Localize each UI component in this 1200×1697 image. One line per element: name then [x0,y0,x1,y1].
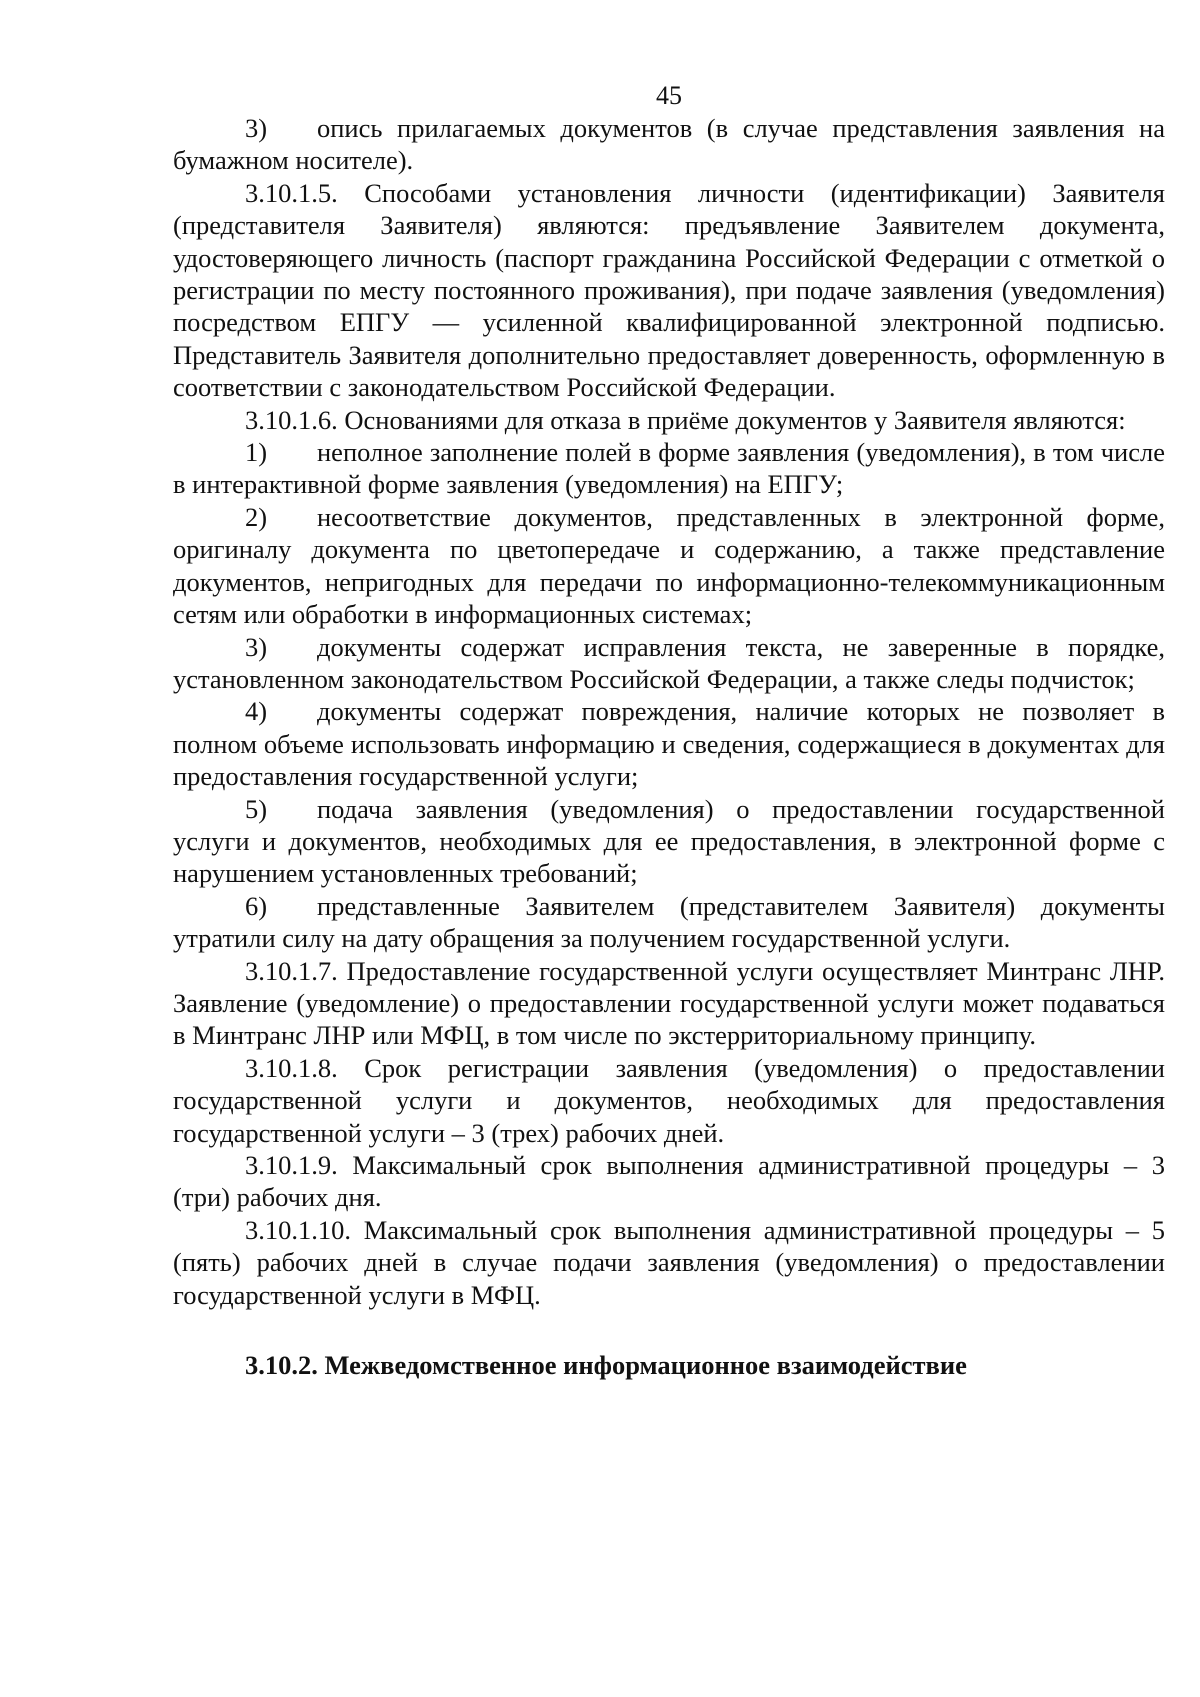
paragraph-text: 3.10.1.6. Основаниями для отказа в приёме документов у Заявителя являются: [245,404,1126,435]
paragraph-text: 3.10.1.5. Способами установления личности (идентификации) Заявителя (представителя Заявителя) являются: предъявление Заявителем документа, удостоверяющего личность (паспорт гражданина Российской Федерации с отметкой о регистрации по месту постоянного проживания), при подаче заявления (уведомления) посредством ЕПГУ — усиленной квалифицированной электронной подписью. Представитель Заявителя дополнительно предоставляет доверенность, оформленную в соответствии с законодательством Российской Федерации. [173,177,1165,403]
paragraph-text: несоответствие документов, представленных в электронной форме, оригиналу документа по цветопередаче и содержанию, а также представление документов, непригодных для передачи по информационно-телекоммуникационным сетям или обработки в информационных системах; [173,501,1165,630]
section-heading: 3.10.2. Межведомственное информационное взаимодействие [245,1350,967,1381]
item-number: 2) [245,501,268,532]
paragraph-text: 3.10.1.7. Предоставление государственной услуги осуществляет Минтранс ЛНР. Заявление (уведомление) о предоставлении государственной услуги может подаваться в Минтранс ЛНР или МФЦ, в том числе по экстерриториальному принципу. [173,955,1165,1051]
paragraph-3-10-1-10 [173,1214,1165,1311]
paragraph-text: 3.10.1.9. Максимальный срок выполнения административной процедуры – 3 (три) рабочих дня. [173,1150,1165,1213]
paragraph-text: представленные Заявителем (представителем Заявителя) документы утратили силу на дату обращения за получением государственной услуги. [173,890,1165,954]
item-number: 4) [245,696,268,727]
list-item-6 [173,890,1165,955]
paragraph-text: 3.10.1.8. Срок регистрации заявления (уведомления) о предоставлении государственной услуги и документов, необходимых для предоставления государственной услуги – 3 (трех) рабочих дней. [173,1052,1165,1148]
list-item-3 [173,631,1165,696]
paragraph-3-10-1-6 [173,404,1165,436]
page-number: 45 [656,81,682,110]
item-number: 5) [245,793,268,824]
item-number: 3) [245,113,268,143]
paragraph-text: опись прилагаемых документов (в случае представления заявления на бумажном носителе). [173,113,1165,176]
list-item-3-inventory [173,112,1165,177]
document-page [173,80,1165,1381]
paragraph-3-10-1-9 [173,1149,1165,1214]
paragraph-text: документы содержат повреждения, наличие которых не позволяет в полном объеме использовать информацию и сведения, содержащиеся в документах для предоставления государственной услуги; [173,696,1165,792]
item-number: 3) [245,631,268,662]
item-number: 6) [245,890,268,921]
paragraph-3-10-1-7 [173,955,1165,1052]
list-item-1 [173,436,1165,501]
paragraph-3-10-1-8 [173,1052,1165,1149]
paragraph-text: подача заявления (уведомления) о предоставлении государственной услуги и документов, необходимых для ее предоставления, в электронной форме с нарушением установленных требований; [173,793,1165,889]
list-item-2 [173,501,1165,631]
list-item-4 [173,695,1165,792]
paragraph-3-10-1-5 [173,177,1165,404]
paragraph-text: документы содержат исправления текста, не заверенные в порядке, установленном законодательством Российской Федерации, а также следы подчисток; [173,631,1165,694]
paragraph-text: 3.10.1.10. Максимальный срок выполнения административной процедуры – 5 (пять) рабочих дней в случае подачи заявления (уведомления) о предоставлении государственной услуги в МФЦ. [173,1214,1165,1310]
list-item-5 [173,793,1165,890]
item-number: 1) [245,437,268,468]
paragraph-text: неполное заполнение полей в форме заявления (уведомления), в том числе в интерактивной форме заявления (уведомления) на ЕПГУ; [173,437,1165,500]
